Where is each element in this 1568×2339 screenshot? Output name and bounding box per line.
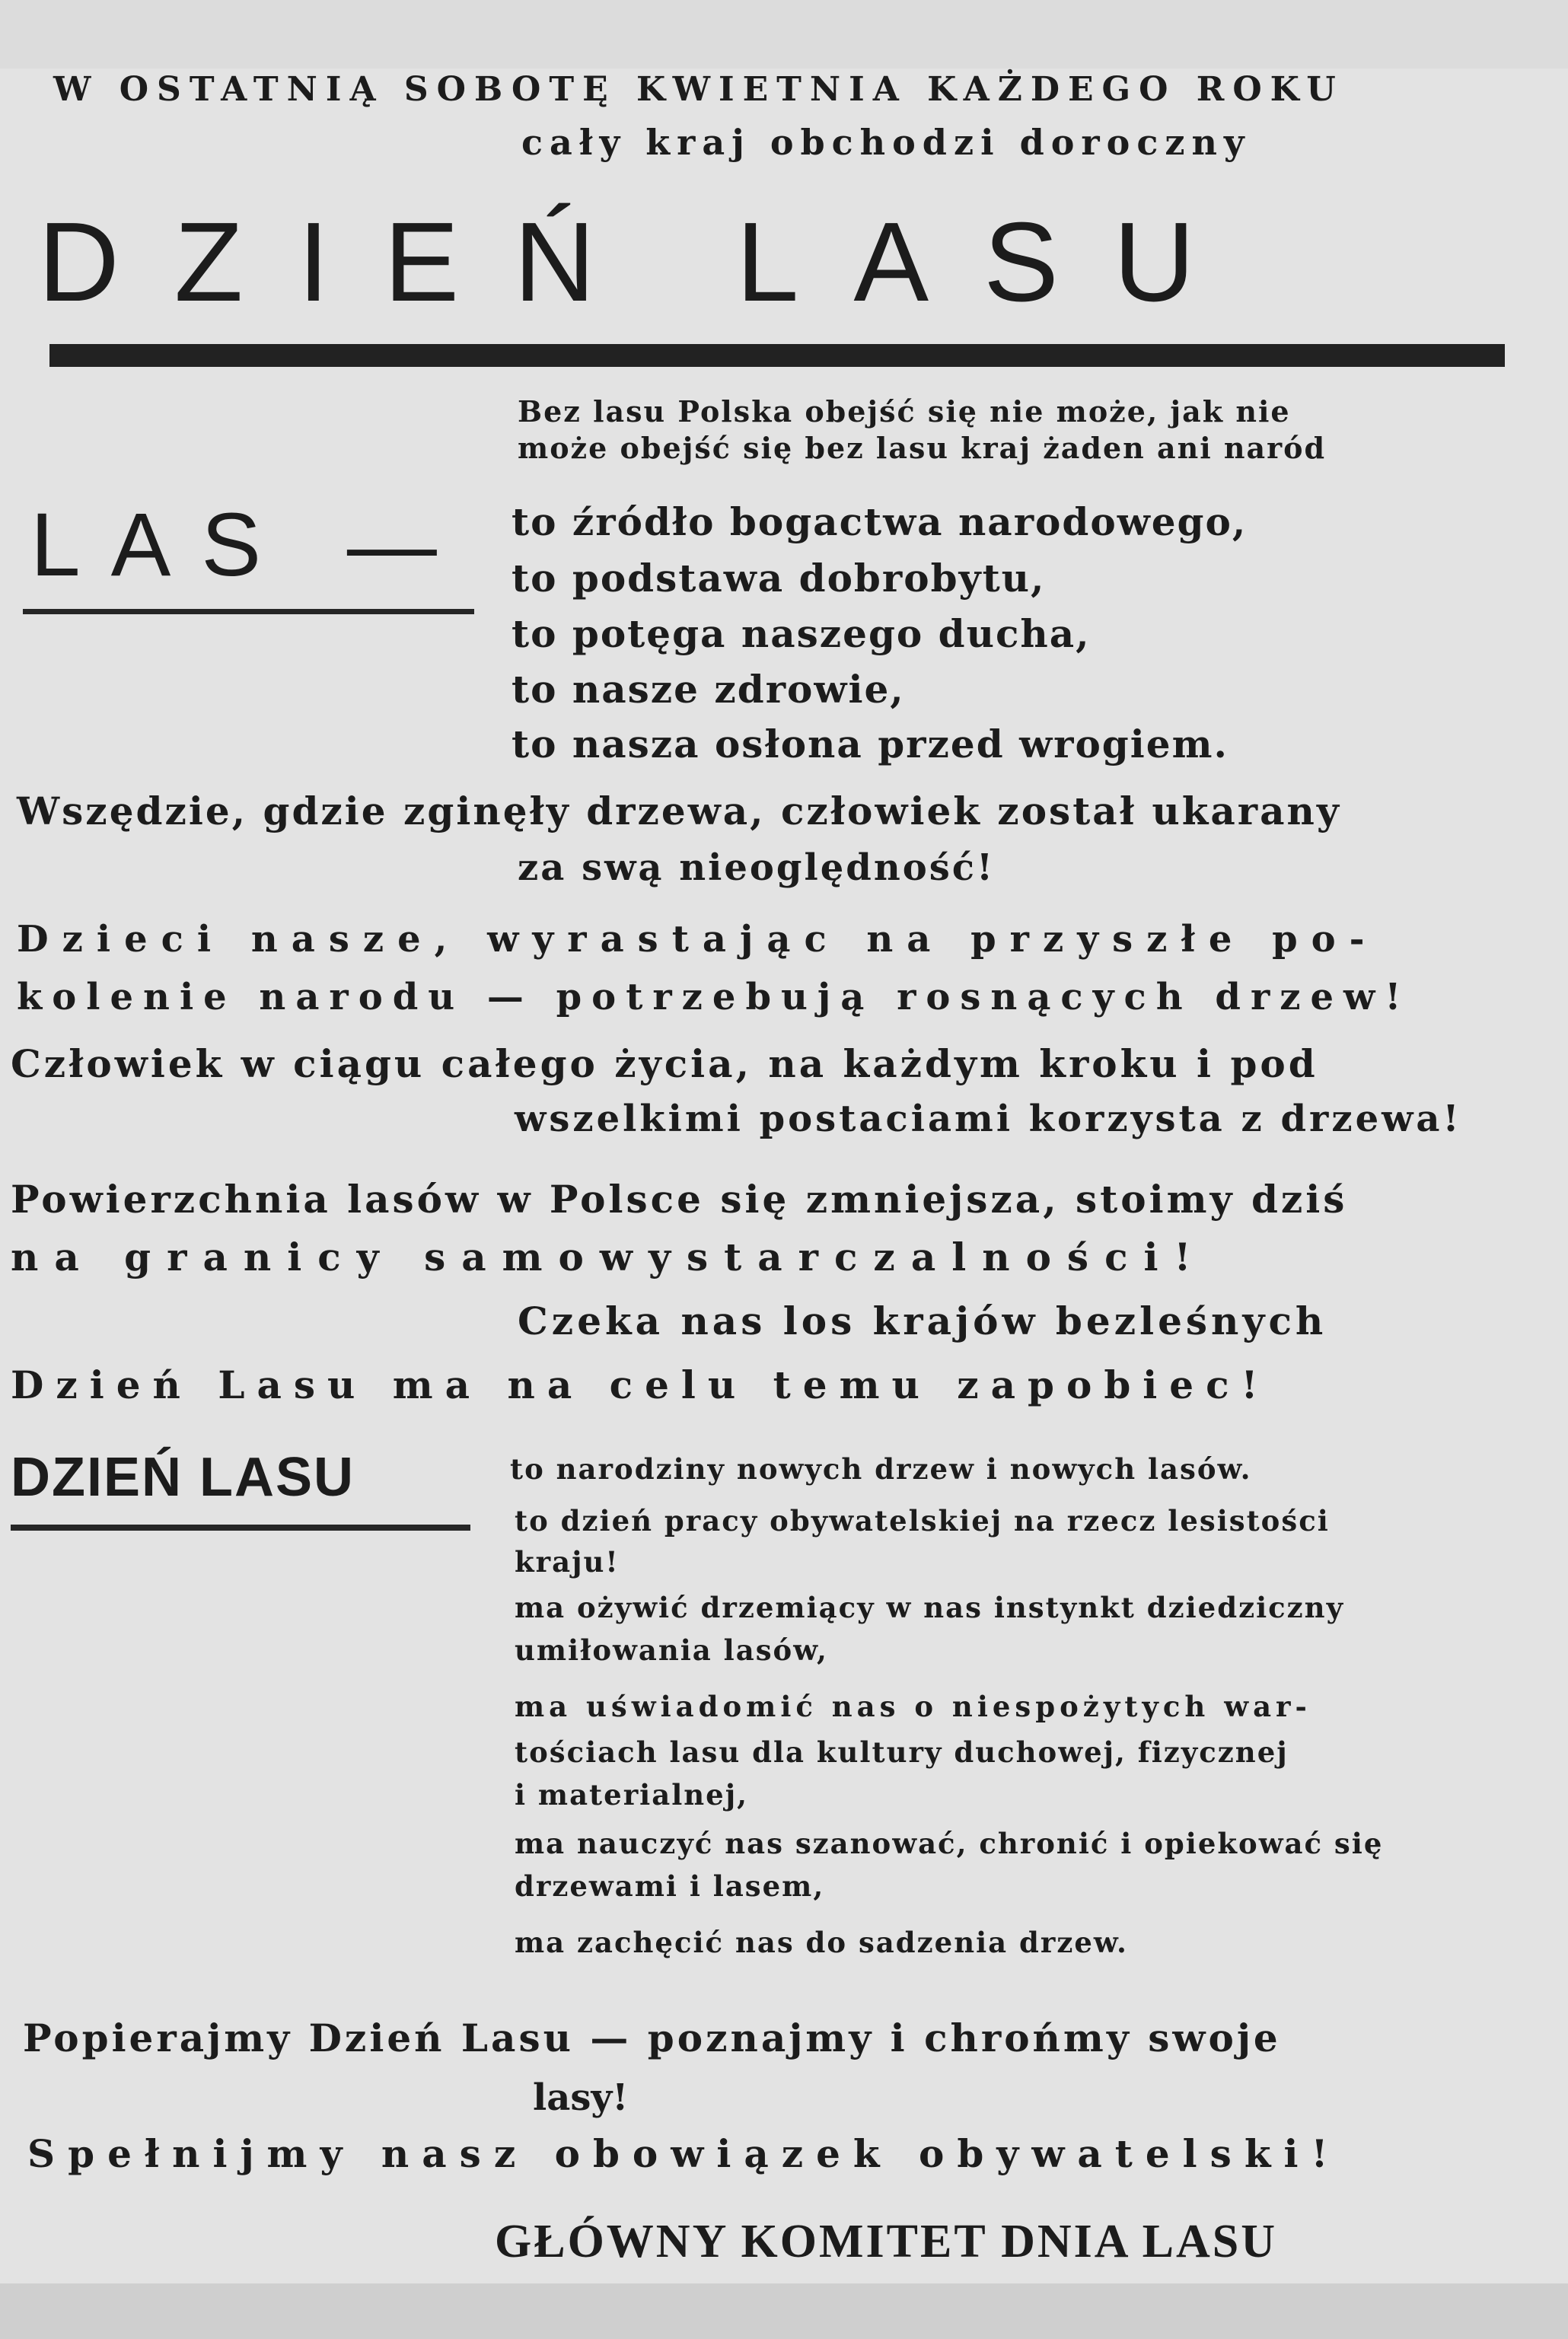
las-item: to potęga naszego ducha, <box>512 611 1091 656</box>
dzien-lasu-line: kraju! <box>515 1545 620 1579</box>
dzien-lasu-line: i materialnej, <box>515 1778 748 1812</box>
paragraph-3-line-2: wszelkimi postaciami korzysta z drzewa! <box>515 1098 1462 1140</box>
dzien-lasu-line: umiłowania lasów, <box>515 1633 828 1667</box>
paragraph-4-line-1: Powierzchnia lasów w Polsce się zmniejsza, stoimy dziś <box>11 1177 1348 1222</box>
paragraph-2-line-1: Dzieci nasze, wyrastając na przyszłe po- <box>17 918 1378 961</box>
paragraph-4-line-2: na granicy samowystarczalności! <box>11 1235 1207 1279</box>
dzien-lasu-heading: DZIEŃ LASU <box>11 1447 355 1508</box>
page-bottom-edge <box>0 2283 1568 2339</box>
paragraph-2-line-2: kolenie narodu — potrzebują rosnących drzew! <box>17 976 1411 1018</box>
paragraph-1-line-1: Wszędzie, gdzie zginęły drzewa, człowiek został ukarany <box>17 789 1341 833</box>
paragraph-1-line-2: za swą nieoględność! <box>518 846 996 889</box>
dzien-lasu-line: to narodziny nowych drzew i nowych lasów. <box>510 1452 1252 1486</box>
las-item: to nasza osłona przed wrogiem. <box>512 722 1229 766</box>
dzien-lasu-line: ma uświadomić nas o niespożytych war- <box>515 1690 1311 1723</box>
title-underline-bar <box>49 344 1505 367</box>
las-heading-underline <box>23 609 474 614</box>
header-line-1: W OSTATNIĄ SOBOTĘ KWIETNIA KAŻDEGO ROKU <box>53 70 1344 109</box>
dzien-lasu-line: drzewami i lasem, <box>515 1869 825 1903</box>
dzien-lasu-line: to dzień pracy obywatelskiej na rzecz lesistości <box>515 1504 1330 1538</box>
las-item: to podstawa dobrobytu, <box>512 556 1046 601</box>
poster-title: DZIEŃ LASU <box>38 199 1250 325</box>
dzien-lasu-line: tościach lasu dla kultury duchowej, fizycznej <box>515 1735 1289 1769</box>
paragraph-3-line-1: Człowiek w ciągu całego życia, na każdym kroku i pod <box>11 1041 1318 1086</box>
las-intro-line-1: Bez lasu Polska obejść się nie może, jak nie <box>518 394 1291 429</box>
dzien-lasu-line: ma nauczyć nas szanować, chronić i opiekować się <box>515 1827 1384 1860</box>
paragraph-5-line-1: Czeka nas los krajów bezleśnych <box>518 1299 1327 1343</box>
las-item: to źródło bogactwa narodowego, <box>512 499 1248 544</box>
dzien-lasu-line: ma zachęcić nas do sadzenia drzew. <box>515 1926 1128 1959</box>
header-line-2: cały kraj obchodzi doroczny <box>521 122 1251 163</box>
closing-line-3: Spełnijmy nasz obowiązek obywatelski! <box>27 2131 1341 2176</box>
dzien-lasu-line: ma ożywić drzemiący w nas instynkt dziedziczny <box>515 1591 1345 1624</box>
las-intro-line-2: może obejść się bez lasu kraj żaden ani naród <box>518 431 1327 465</box>
signature: GŁÓWNY KOMITET DNIA LASU <box>495 2216 1278 2267</box>
las-item: to nasze zdrowie, <box>512 667 905 712</box>
las-heading: LAS — <box>30 495 467 595</box>
closing-line-2: lasy! <box>533 2076 629 2119</box>
closing-line-1: Popierajmy Dzień Lasu — poznajmy i chrońmy swoje <box>23 2016 1281 2060</box>
paragraph-5-line-2: Dzień Lasu ma na celu temu zapobiec! <box>11 1362 1270 1407</box>
dzien-lasu-heading-underline <box>11 1525 470 1531</box>
